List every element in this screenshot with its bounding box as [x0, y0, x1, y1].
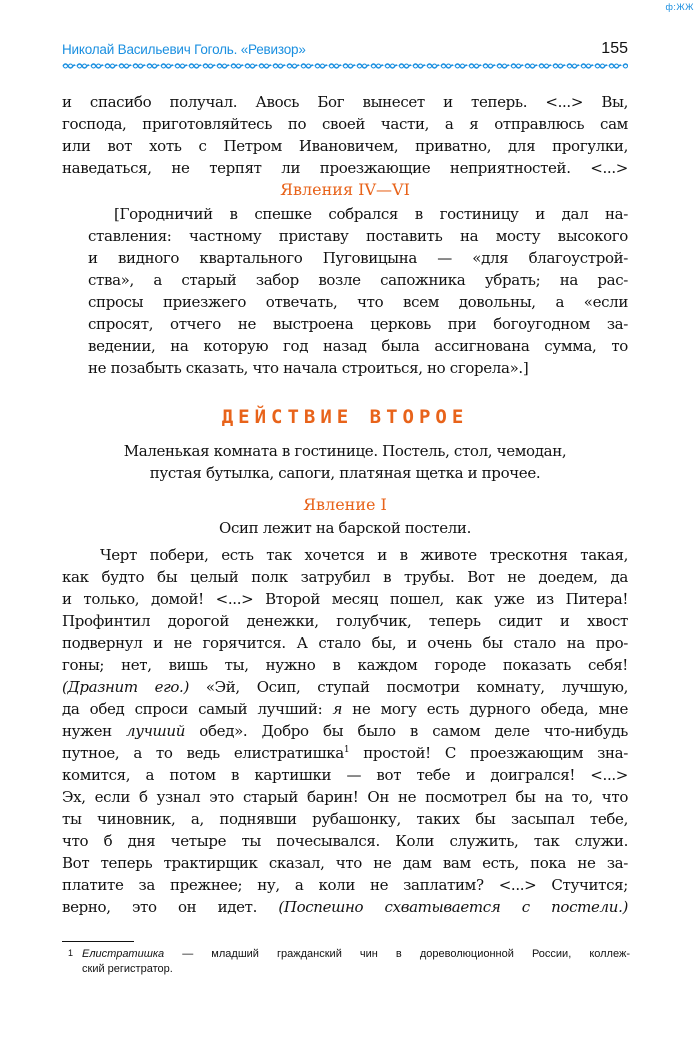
footnote-line: ский регистратор. [82, 963, 173, 975]
text-line: наведаться, не терпят ли проезжающие неприятностей. <...> [62, 159, 628, 177]
stage-direction-block [62, 203, 628, 379]
text-line: путное, а то ведь елистратишка$^1$ простой! С проезжающим зна- [62, 744, 628, 762]
running-head-title: Николай Васильевич Гоголь. «Ревизор» [62, 42, 306, 57]
text-line: Маленькая комната в гостинице. Постель, стол, чемодан, [123, 442, 567, 460]
footnote [70, 947, 630, 977]
footnote-term: Елистратишка [82, 948, 165, 960]
text-line: Черт побери, есть так хочется и в животе трескотня такая, [100, 546, 628, 564]
stage-remark: (Поспешно схватывается с постели.) [278, 898, 628, 916]
scene-1-stage-direction [62, 517, 628, 539]
text-line: Эх, если б узнал это старый барин! Он не посмотрел бы на то, что [62, 788, 628, 806]
text-line: как будто бы целый полк затрубил в трубы. Вот не доедем, да [62, 568, 628, 586]
text-line: не позабыть сказать, что начала строиться, но сгорела».] [88, 359, 529, 377]
text-line: нужен лучший обед». Добро бы было в самом деле что-нибудь [62, 722, 628, 740]
text-line: комится, а потом в картишки — вот тебе и доигрался! <...> [62, 766, 628, 784]
osip-monologue [62, 544, 628, 918]
text-line: что б дня четыре ты почесывался. Коли служить, так служи. [62, 832, 628, 850]
opening-paragraph [62, 91, 628, 179]
footnote-number: 1 [68, 948, 74, 958]
text-line: и только, домой! <...> Второй месяц пошел, как уже из Питера! [62, 590, 628, 608]
footnote-ref[interactable]: 1 [343, 745, 350, 755]
text-line: и видного квартального Пуговицына — «для благоустрой- [88, 249, 628, 267]
act-heading: ДЕЙСТВИЕ ВТОРОЕ [221, 406, 469, 428]
footnote-rule [62, 941, 134, 942]
text-line: гоны; нет, вишь ты, нужно в каждом городе показать себя! [62, 656, 628, 674]
text-line: [Городничий в спешке собрался в гостиницу и дал на- [114, 205, 628, 223]
page-number: 155 [601, 40, 628, 57]
text-line: и спасибо получал. Авось Бог вынесет и теперь. <...> Вы, [62, 93, 628, 111]
ornament-pattern-icon [62, 62, 628, 70]
text-line: Профинтил дорогой денежки, голубчик, теперь сидит и хвост [62, 612, 628, 630]
corner-mark: ф:ЖЖ [665, 2, 694, 12]
stage-remark: (Дразнит его.) [62, 678, 189, 696]
text-line: платите за прежнее; ну, а коли не заплатим? <...> Стучится; [62, 876, 628, 894]
text-line: ты чиновник, а, поднявши рубашонку, таких бы засыпал тебе, [62, 810, 628, 828]
text-line: спросят, отчего не выстроена церковь при богоугодном за- [88, 315, 628, 333]
text-line: да обед спроси самый лучший: я не могу есть дурного обеда, мне [62, 700, 629, 718]
footnote-line: Елистратишка — младший гражданский чин в дореволюционной России, коллеж- [82, 948, 630, 960]
text-line: подвернул и не горячится. А стало бы, и очень бы стало на про- [62, 634, 628, 652]
act-setting [62, 440, 628, 484]
text-line: спросы приезжего отвечать, что всем довольны, а «если [88, 293, 628, 311]
decorative-ornament-border [62, 62, 628, 70]
text-line: господа, приготовляйтесь по своей части, а я отправлюсь сам [62, 115, 628, 133]
scene-heading-1: Явление I [303, 495, 387, 514]
text-line: верно, это он идет. (Поспешно схватывается с постели.) [62, 898, 628, 916]
text-line: пустая бутылка, сапоги, платяная щетка и прочее. [149, 464, 541, 482]
text-line: Вот теперь трактирщик сказал, что не дам вам есть, пока не за- [62, 854, 628, 872]
text-line: Осип лежит на барской постели. [219, 519, 471, 537]
text-line: (Дразнит его.) «Эй, Осип, ступай посмотри комнату, лучшую, [62, 678, 629, 696]
running-head [62, 40, 628, 60]
text-line: или вот хоть с Петром Ивановичем, приватно, для прогулки, [62, 137, 628, 155]
text-line: ведении, на которую год назад была ассигнована сумма, то [88, 337, 628, 355]
text-line: ства», а старый забор возле сапожника убрать; на рас- [88, 271, 628, 289]
scene-heading-4-6: Явления IV—VI [280, 180, 410, 199]
text-line: ставления: частному приставу поставить на мосту высокого [88, 227, 628, 245]
